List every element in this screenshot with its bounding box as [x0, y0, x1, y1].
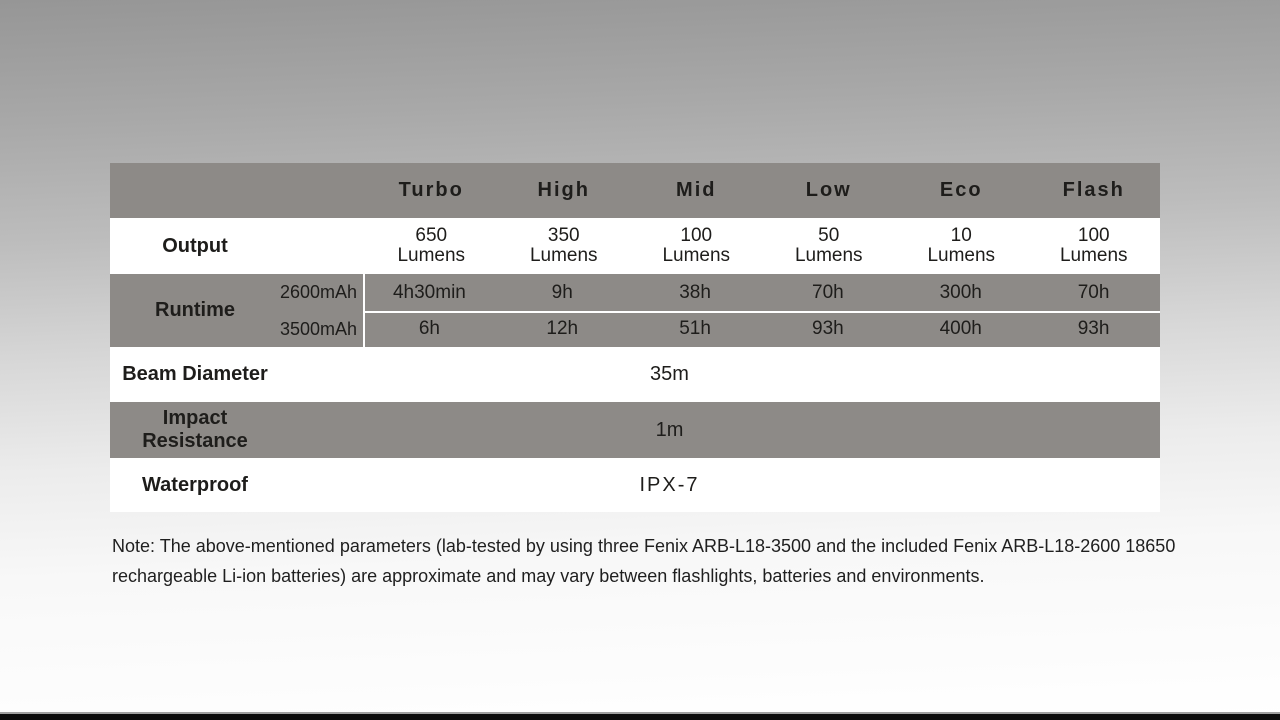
column-header-turbo: Turbo	[398, 179, 464, 201]
runtime-value: 4h30min	[392, 281, 466, 303]
output-value-turbo	[365, 218, 498, 274]
output-unit: Lumens	[794, 245, 863, 266]
output-number: 650	[415, 225, 448, 246]
note-line-2: rechargeable Li-ion batteries) are approximate and may vary between flashlights, batteries and environments.	[112, 566, 985, 586]
note-text	[112, 531, 1175, 591]
waterproof-value: IPX-7	[639, 473, 700, 496]
output-number: 100	[680, 225, 713, 246]
beam-diameter-row	[110, 347, 1160, 402]
note-line-1: Note: The above-mentioned parameters (lab-tested by using three Fenix ARB-L18-3500 and the included Fenix ARB-L18-2600 18650	[112, 536, 1176, 556]
output-number: 50	[818, 225, 840, 246]
output-number: 10	[950, 225, 972, 246]
output-value-eco	[895, 218, 1028, 274]
output-unit: Lumens	[1059, 245, 1128, 266]
runtime-value: 93h	[1077, 318, 1110, 339]
output-unit: Lumens	[397, 245, 466, 266]
column-header-mid: Mid	[676, 179, 717, 201]
output-unit: Lumens	[662, 245, 731, 266]
output-number: 100	[1077, 225, 1110, 246]
impact-resistance-row	[110, 402, 1160, 458]
output-value-flash	[1028, 218, 1161, 274]
runtime-value: 70h	[1077, 281, 1110, 303]
table-header-row	[110, 163, 1160, 218]
waterproof-value-cell	[365, 458, 1160, 512]
output-value-high	[498, 218, 631, 274]
beam-diameter-label: Beam Diameter	[122, 363, 268, 385]
column-header-flash: Flash	[1062, 179, 1125, 201]
runtime-value: 300h	[939, 281, 982, 303]
runtime-value: 70h	[812, 281, 844, 303]
battery-label-2600mah: 2600mAh	[279, 282, 357, 302]
runtime-horizontal-divider	[363, 311, 1160, 313]
runtime-value: 6h	[418, 318, 440, 339]
output-row	[110, 218, 1160, 274]
runtime-value: 38h	[679, 281, 711, 303]
column-header-high: High	[537, 179, 590, 201]
output-value-mid	[630, 218, 763, 274]
column-header-low: Low	[805, 179, 852, 201]
header-spacer	[110, 163, 365, 218]
waterproof-label-cell	[110, 458, 365, 512]
spec-table	[110, 163, 1160, 512]
impact-resistance-value-cell	[365, 402, 1160, 458]
impact-resistance-value: 1m	[655, 418, 684, 441]
waterproof-row	[110, 458, 1160, 512]
battery-label-3500mah: 3500mAh	[279, 318, 357, 339]
runtime-value: 93h	[812, 318, 844, 339]
bottom-black-bar	[0, 714, 1280, 720]
beam-diameter-value: 35m	[650, 363, 689, 385]
output-label-cell	[110, 218, 365, 274]
runtime-label: Runtime	[155, 299, 235, 321]
output-value-low	[763, 218, 896, 274]
runtime-block	[110, 274, 1160, 347]
output-unit: Lumens	[927, 245, 996, 266]
column-header-eco: Eco	[939, 179, 983, 201]
impact-resistance-label-cell	[110, 402, 365, 458]
runtime-value: 51h	[679, 318, 711, 339]
impact-resistance-label: Impact Resistance	[142, 407, 248, 452]
output-label: Output	[162, 234, 228, 257]
output-unit: Lumens	[529, 245, 598, 266]
beam-diameter-value-cell	[365, 347, 1160, 402]
output-number: 350	[547, 225, 580, 246]
waterproof-label: Waterproof	[142, 473, 248, 496]
runtime-value: 9h	[551, 281, 573, 303]
runtime-value: 12h	[546, 318, 579, 339]
beam-diameter-label-cell	[110, 347, 365, 402]
runtime-value: 400h	[939, 318, 982, 339]
